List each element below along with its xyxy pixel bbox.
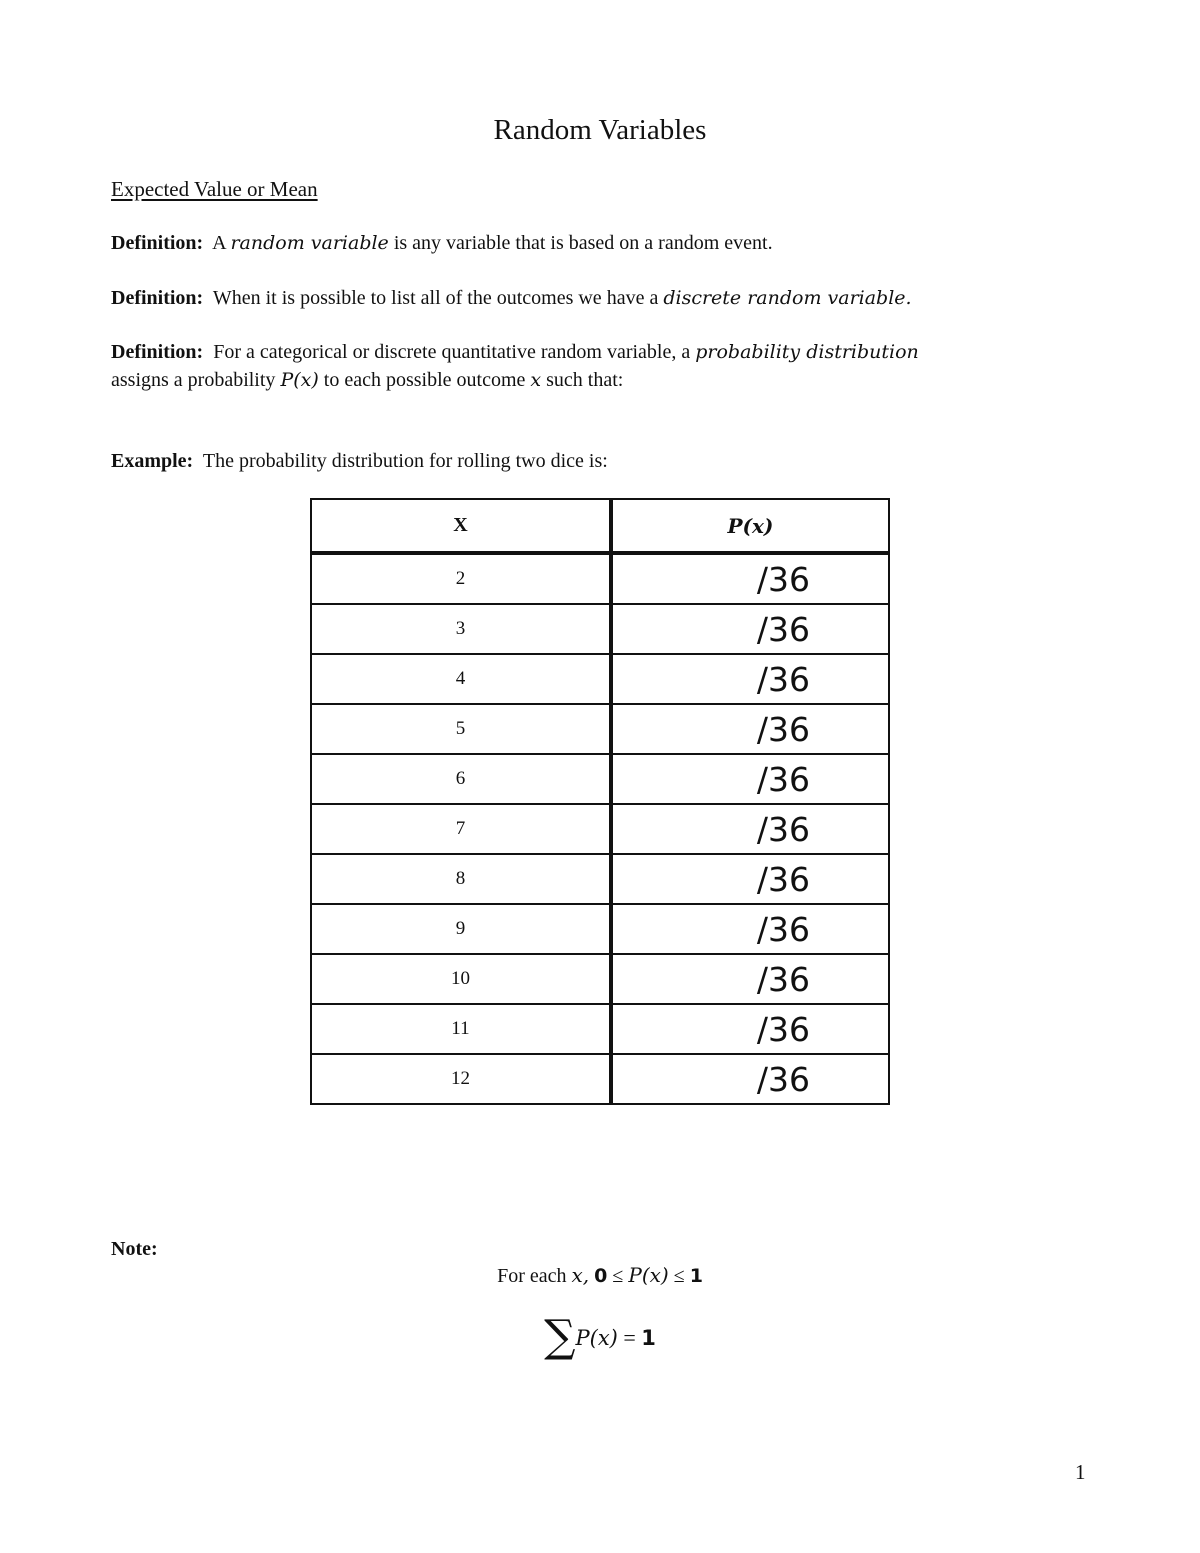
table-row bbox=[311, 1054, 889, 1104]
probability-distribution-table bbox=[310, 498, 890, 1105]
definition-text: When it is possible to list all of the outcomes we have a bbox=[212, 287, 664, 309]
formula-probability-sum bbox=[0, 1311, 1200, 1362]
formula-text: For each bbox=[497, 1265, 572, 1287]
table-row bbox=[311, 904, 889, 954]
cell-probability: /36 bbox=[611, 804, 889, 854]
math-zero: 0 bbox=[594, 1265, 608, 1287]
cell-x-value: 4 bbox=[311, 654, 611, 704]
table-row bbox=[311, 704, 889, 754]
cell-probability: /36 bbox=[611, 654, 889, 704]
cell-x-value: 9 bbox=[311, 904, 611, 954]
definition-label: Definition: bbox=[111, 287, 204, 309]
cell-probability: /36 bbox=[611, 1054, 889, 1104]
cell-probability: /36 bbox=[611, 553, 889, 604]
math-x: x bbox=[530, 369, 542, 391]
table-header-row bbox=[311, 499, 889, 553]
table-row bbox=[311, 654, 889, 704]
cell-probability: /36 bbox=[611, 854, 889, 904]
page-title: Random Variables bbox=[493, 114, 707, 146]
cell-x-value: 12 bbox=[311, 1054, 611, 1104]
definition-term: discrete random variable. bbox=[663, 287, 912, 309]
table-body bbox=[311, 553, 889, 1104]
math-one: 1 bbox=[641, 1326, 656, 1350]
math-x: x, bbox=[571, 1263, 590, 1287]
cell-x-value: 6 bbox=[311, 754, 611, 804]
math-eq: = bbox=[617, 1325, 642, 1350]
cell-x-value: 2 bbox=[311, 553, 611, 604]
cell-x-value: 5 bbox=[311, 704, 611, 754]
definition-text: to each possible outcome bbox=[318, 369, 531, 391]
table-row bbox=[311, 804, 889, 854]
cell-x-value: 7 bbox=[311, 804, 611, 854]
table-row bbox=[311, 604, 889, 654]
definition-text: such that: bbox=[541, 369, 624, 391]
table-row bbox=[311, 1004, 889, 1054]
cell-x-value: 11 bbox=[311, 1004, 611, 1054]
table-row bbox=[311, 553, 889, 604]
example-label: Example: bbox=[111, 450, 194, 472]
math-le: ≤ bbox=[668, 1265, 690, 1287]
definition-term: probability distribution bbox=[695, 341, 919, 363]
formula-probability-bounds bbox=[0, 1260, 1200, 1291]
cell-probability: /36 bbox=[611, 604, 889, 654]
definition-text: assigns a probability bbox=[111, 369, 281, 391]
cell-probability: /36 bbox=[611, 904, 889, 954]
table-row bbox=[311, 754, 889, 804]
note-label: Note: bbox=[111, 1238, 158, 1260]
column-header-x: X bbox=[311, 499, 611, 553]
cell-probability: /36 bbox=[611, 704, 889, 754]
example-text: The probability distribution for rolling two dice is: bbox=[202, 450, 608, 472]
definition-text: A bbox=[212, 232, 231, 254]
definition-label: Definition: bbox=[111, 341, 204, 363]
table-row bbox=[311, 854, 889, 904]
column-header-px: P(x) bbox=[611, 499, 889, 553]
math-le: ≤ bbox=[607, 1265, 629, 1287]
table-row bbox=[311, 954, 889, 1004]
cell-x-value: 10 bbox=[311, 954, 611, 1004]
definition-text: is any variable that is based on a random event. bbox=[388, 232, 773, 254]
math-px: P(x) bbox=[628, 1263, 669, 1287]
page-number: 1 bbox=[1075, 1460, 1086, 1484]
definition-label: Definition: bbox=[111, 232, 204, 254]
definition-discrete-random-variable bbox=[111, 284, 912, 312]
cell-x-value: 8 bbox=[311, 854, 611, 904]
sigma-symbol: ∑ bbox=[544, 1311, 576, 1362]
cell-probability: /36 bbox=[611, 954, 889, 1004]
cell-probability: /36 bbox=[611, 754, 889, 804]
math-px: P(x) bbox=[575, 1326, 618, 1350]
math-one: 1 bbox=[689, 1265, 703, 1287]
definition-random-variable bbox=[111, 229, 773, 257]
cell-x-value: 3 bbox=[311, 604, 611, 654]
cell-probability: /36 bbox=[611, 1004, 889, 1054]
definition-probability-distribution bbox=[111, 338, 919, 366]
section-heading: Expected Value or Mean bbox=[111, 177, 318, 201]
example-paragraph bbox=[111, 447, 608, 475]
math-px: P(x) bbox=[280, 369, 319, 391]
definition-text: For a categorical or discrete quantitative random variable, a bbox=[213, 341, 696, 363]
definition-probability-distribution-continued bbox=[111, 366, 623, 394]
definition-term: random variable bbox=[230, 232, 389, 254]
